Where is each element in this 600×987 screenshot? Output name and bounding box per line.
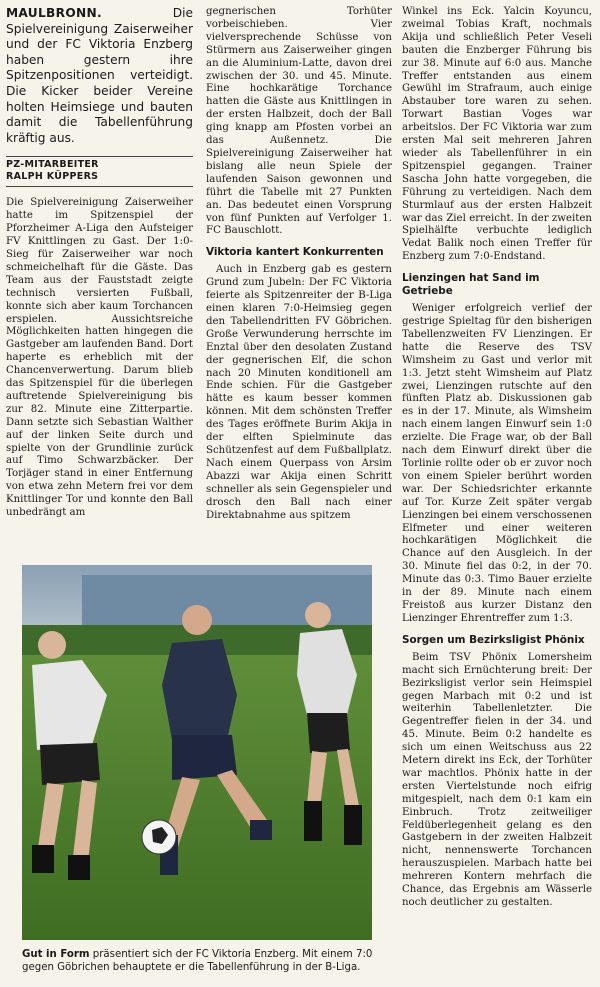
caption-text: präsentiert sich der FC Viktoria Enzberg. Mit einem 7:0 gegen Göbrichen behauptete er die Tabellenführung in der B-Liga. — [22, 949, 373, 973]
paragraph: Beim TSV Phönix Lomersheim macht sich Ernüchterung breit: Der Bezirksligist verlor sein Heimspiel gegen Marbach mit 0:2 und ist weiterhin Tabellenletzter. Die Gegentreffer fielen in der 34. und 45. Minute. Beim 0:2 handelte es sich um einen Weitschuss aus 22 Metern direkt ins Eck, der Torhüter war machtlos. Phönix hatte in der ersten Viertelstunde noch eifrig mitgespielt, nach dem 0:1 kam ein Einbruch. Trotz zeitweiliger Feldüberlegenheit gelang es den Gastgebern in der zweiten Halbzeit nicht, nennenswerte Torchancen herauszuspielen. Marbach hatte bei mehreren Kontern mehrfach die Chance, das Ergebnis am Wässerle noch deutlicher zu gestalten. — [402, 651, 592, 908]
match-photo — [22, 565, 372, 940]
dateline: MAULBRONN. — [6, 6, 102, 20]
football-scene-illustration — [22, 565, 372, 940]
lead-text: Die Spielvereinigung Zaiserweiher und der FC Viktoria Enzberg haben gestern ihre Spitzenpositionen verteidigt. Die Kicker beider Vereine holten Heimsiege und bauten damit die Tabellenführung kräftig aus. — [6, 6, 193, 145]
article-body-col3 — [402, 6, 592, 264]
byline — [6, 156, 193, 187]
subheading: Lienzingen hat Sand im Getriebe — [402, 272, 540, 298]
article-body-col3c — [402, 652, 592, 910]
photo-caption — [22, 948, 374, 974]
article-column-2 — [206, 6, 392, 522]
byline-name: RALPH KÜPPERS — [6, 171, 99, 183]
paragraph: Die Spielvereinigung Zaiserweiher hatte im Spitzenspiel der Pforzheimer A-Liga den Aufsteiger FV Knittlingen zu Gast. Der 1:0-Sieg für Zaiserweiher war noch schmeichelhaft für die Gäste. Das Team aus der Fauststadt zeigte technisch versierten Fußball, konnte sich aber kaum Torchancen erspielen. Aussichtsreiche Möglichkeiten hatten hingegen die Gastgeber am laufenden Band. Dort haperte es erheblich mit der Chancenverwertung. Darum blieb das Spitzenspiel für die überlegen auftretende Spielvereinigung bis zur 82. Minute eine Zitterpartie. Dann setzte sich Sebastian Walther auf der linken Seite durch und spielte von der Grundlinie zurück auf Timo Schwarzbäcker. Der Torjäger stand in einer Entfernung von etwa zehn Metern frei vor dem Knittlinger Tor und konnte den Ball unbedrängt am — [6, 197, 193, 519]
article-body-col2 — [206, 6, 392, 238]
article-body-col3b — [402, 303, 592, 626]
paragraph: Weniger erfolgreich verlief der gestrige Spieltag für den bisherigen Tabellenzweiten FV Lienzingen. Er hatte die Reserve des TSV Wimsheim zu Gast und verlor mit 1:3. Jetzt steht Wimsheim auf Platz zwei, Lienzingen rutschte auf den fünften Platz ab. Diskussionen gab es in der 17. Minute, als Wimsheim nach einem langen Einwurf sein 1:0 erzielte. Die Frage war, ob der Ball nach dem Einwurf direkt über die Torlinie rollte oder ob er zuvor noch von einem Spieler berührt worden war. Der Schiedsrichter erkannte auf Tor. Kurze Zeit später vergab Lienzingen bei einem verschossenen Elfmeter und einer weiteren hochkarätigen Möglichkeit die Chance auf den Ausgleich. In der 30. Minute fiel das 0:2, in der 70. Minute das 0:3. Timo Bauer erzielte in der 89. Minute nach einem Freistoß aus kurzer Distanz den Lienzinger Ehrentreffer zum 1:3. — [402, 303, 592, 624]
byline-role: PZ-MITARBEITER — [6, 159, 99, 171]
paragraph: Winkel ins Eck. Yalcin Koyuncu, zweimal Tobias Kraft, nochmals Akija und schließlich Peter Veseli bauten die Enzberger Führung bis zur 38. Minute auf 6:0 aus. Manche Treffer entstanden aus einem Gewühl im Strafraum, auch einige Abstauber tore waren zu sehen. Torwart Bastian Voges war arbeitslos. Der FC Viktoria war zum ersten Mal seit mehreren Jahren wieder als Tabellenführer in ein Spitzenspiel gegangen. Trainer Sascha John hatte vorgegeben, die Führung zu verteidigen. Nach dem Sturmlauf aus der ersten Halbzeit war das Ziel erreicht. In der zweiten Spielhälfte verbuchte lediglich Vedat Balik noch einen Treffer für Enzberg zum 7:0-Endstand. — [402, 6, 592, 263]
football-icon — [142, 820, 176, 854]
article-column-3 — [402, 6, 592, 910]
article-lead — [6, 6, 193, 146]
article-body-col1 — [6, 197, 193, 520]
article-column-1 — [6, 6, 193, 520]
paragraph: Auch in Enzberg gab es gestern Grund zum Jubeln: Der FC Viktoria feierte als Spitzenreiter der B-Liga einen klaren 7:0-Heimsieg gegen den Tabellendritten FV Göbrichen. Große Verwunderung herrschte im Enztal über den desolaten Zustand der gegnerischen Elf, die schon nach 20 Minuten konditionell am Ende schien. Für die Gastgeber hätte es kaum besser kommen können. Mit dem schönsten Treffer des Tages eröffnete Burim Akija in der elften Spielminute das Schützenfest auf dem Fußballplatz. Nach einem Querpass von Arsim Abazzi war Akija einen Schritt schneller als sein Gegenspieler und drosch den Ball nach einer Direktabnahme aus spitzem — [206, 264, 392, 521]
subheading: Viktoria kantert Konkurrenten — [206, 246, 384, 259]
subheading: Sorgen um Bezirksligist Phönix — [402, 633, 585, 646]
paragraph: gegnerischen Torhüter vorbeischieben. Vier vielversprechende Schüsse von Stürmern aus Zaiserweiher gingen an die Aluminium-Latte, davon drei zwischen der 30. und 45. Minute. Eine hochkarätige Torchance hatten die Gäste aus Knittlingen in der ersten Halbzeit, doch der Ball ging knapp am Pfosten vorbei an das Außennetz. Die Spielvereinigung Zaiserweiher hat bislang alle neun Spiele der laufenden Saison gewonnen und führt die Tabelle mit 27 Punkten an. Das bedeutet einen Vorsprung von fünf Punkten auf Verfolger 1. FC Bauschlott. — [206, 6, 392, 237]
caption-bold: Gut in Form — [22, 949, 90, 960]
article-body-col2b — [206, 264, 392, 522]
